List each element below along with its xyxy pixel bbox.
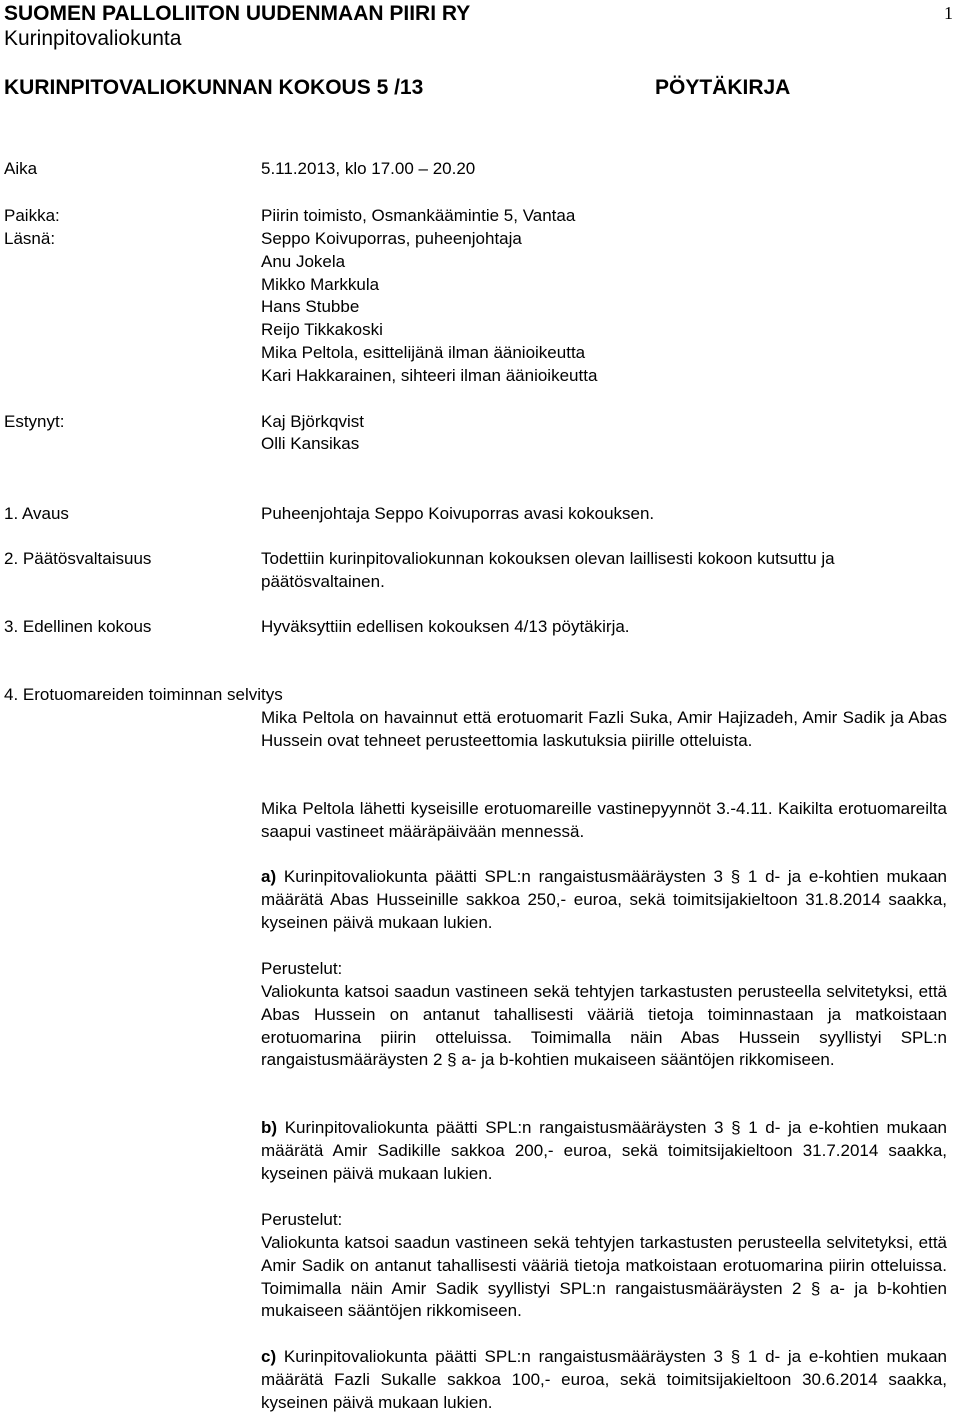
present-member: Mikko Markkula — [261, 275, 380, 294]
absent-member: Olli Kansikas — [261, 434, 360, 453]
reasoning-label: Perustelut: — [261, 959, 343, 978]
decision-text: Kurinpitovaliokunta päätti SPL:n rangaistusmääräysten 3 § 1 d- ja e-kohtien mukaan määrätä Abas Husseinille sakkoa 250,- euroa, sekä toimitsijakieltoon 31.8.2014 saakka, kyseinen päivä mukaan lukien. — [261, 867, 947, 932]
meeting-title: KURINPITOVALIOKUNNAN KOKOUS 5 /13 — [4, 76, 424, 99]
item-label: 2. Päätösvaltaisuus — [4, 549, 152, 568]
present-member: Reijo Tikkakoski — [261, 320, 383, 339]
item-text: Puheenjohtaja Seppo Koivuporras avasi kokouksen. — [261, 504, 655, 523]
reasoning-text: Valiokunta katsoi saadun vastineen sekä tehtyjen tarkastusten perusteella selvitetyksi, että Abas Hussein on antanut tahallisesti vääriä tietoja toiminnastaan ja matkoistaan erotuomarina piirin otteluissa. Toimimalla näin Abas Hussein syyllistyi SPL:n rangaistusmääräysten 2 § a- ja b-kohtien mukaiseen sääntöjen rikkomiseen. — [261, 982, 947, 1070]
time-value: 5.11.2013, klo 17.00 – 20.20 — [261, 159, 476, 178]
decision-marker: c) — [261, 1347, 277, 1366]
present-member: Kari Hakkarainen, sihteeri ilman äänioikeutta — [261, 366, 598, 385]
decision-text: Kurinpitovaliokunta päätti SPL:n rangaistusmääräysten 3 § 1 d- ja e-kohtien mukaan määrätä Fazli Sukalle sakkoa 100,- euroa, sekä toimitsijakieltoon 30.6.2014 saakka, kyseinen päivä mukaan lukien. — [261, 1347, 947, 1412]
reasoning-label: Perustelut: — [261, 1210, 343, 1229]
present-member: Seppo Koivuporras, puheenjohtaja — [261, 229, 522, 248]
place-value: Piirin toimisto, Osmankäämintie 5, Vantaa — [261, 206, 576, 225]
section-heading: 4. Erotuomareiden toiminnan selvitys — [4, 685, 283, 704]
item-text: Hyväksyttiin edellisen kokouksen 4/13 pöytäkirja. — [261, 617, 630, 636]
decision-c — [261, 1346, 947, 1414]
absent-label: Estynyt: — [4, 412, 65, 431]
reasoning-text: Valiokunta katsoi saadun vastineen sekä tehtyjen tarkastusten perusteella selvitetyksi, että Amir Sadik on antanut tahallisesti vääriä tietoja matkoistaan erotuomarina piirin otteluissa. Toimimalla näin Amir Sadik syyllistyi SPL:n rangaistusmääräysten 2 § a- ja b-kohtien mukaiseen sääntöjen rikkomiseen. — [261, 1233, 947, 1321]
present-member: Anu Jokela — [261, 252, 346, 271]
absent-member: Kaj Björkqvist — [261, 412, 364, 431]
decision-b — [261, 1117, 947, 1185]
section-paragraph: Mika Peltola lähetti kyseisille erotuomareille vastinepyynnöt 3.-4.11. Kaikilta erotuomareilta saapui vastineet määräpäivään mennessä. — [261, 799, 947, 841]
item-label: 3. Edellinen kokous — [4, 617, 152, 636]
decision-marker: a) — [261, 867, 277, 886]
section-paragraph: Mika Peltola on havainnut että erotuomarit Fazli Suka, Amir Hajizadeh, Amir Sadik ja Abas Hussein ovat tehneet perusteettomia laskutuksia piirille otteluista. — [261, 708, 947, 750]
present-member: Mika Peltola, esittelijänä ilman äänioikeutta — [261, 343, 586, 362]
committee-name: Kurinpitovaliokunta — [4, 27, 182, 50]
decision-text: Kurinpitovaliokunta päätti SPL:n rangaistusmääräysten 3 § 1 d- ja e-kohtien mukaan määrätä Amir Sadikille sakkoa 200,- euroa, sekä toimitsijakieltoon 31.7.2014 saakka, kyseinen päivä mukaan lukien. — [261, 1118, 947, 1183]
place-label: Paikka: — [4, 206, 60, 225]
decision-a — [261, 866, 947, 934]
time-label: Aika — [4, 159, 38, 178]
item-label: 1. Avaus — [4, 504, 69, 523]
page-number: 1 — [944, 3, 953, 23]
present-member: Hans Stubbe — [261, 297, 360, 316]
item-text: Todettiin kurinpitovaliokunnan kokouksen olevan laillisesti kokoon kutsuttu ja päätösvaltainen. — [261, 549, 835, 591]
document-type: PÖYTÄKIRJA — [655, 76, 791, 99]
decision-marker: b) — [261, 1118, 278, 1137]
org-name: SUOMEN PALLOLIITON UUDENMAAN PIIRI RY — [4, 2, 471, 25]
present-label: Läsnä: — [4, 229, 56, 248]
